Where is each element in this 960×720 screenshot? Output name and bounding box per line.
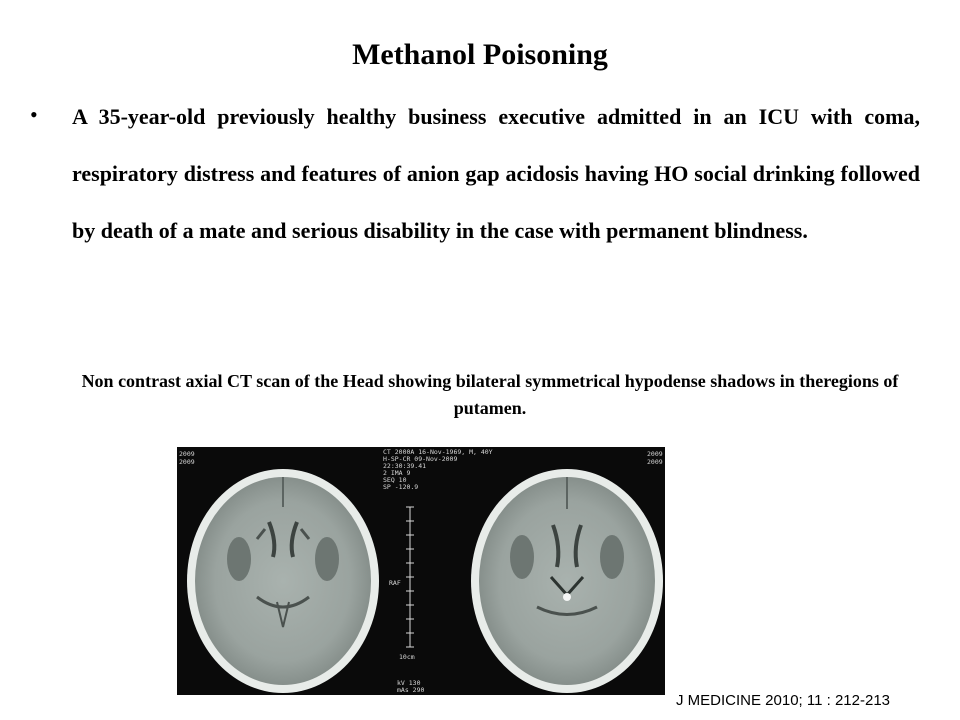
- image-caption: Non contrast axial CT scan of the Head showing bilateral symmetrical hypodense shadows in theregions of putamen.: [81, 371, 899, 418]
- ct-footer-line-1: kV 130: [397, 679, 421, 687]
- ct-header-line-1: CT 2000A 16-Nov-1969, M, 40Y: [383, 448, 493, 456]
- ct-label-right-2: 2009: [647, 458, 663, 466]
- ct-header-line-5: SEQ 10: [383, 476, 407, 484]
- ct-scale-label: 10cm: [399, 653, 415, 661]
- ct-scan-image: [177, 447, 665, 695]
- ct-label-right-1: 2009: [647, 450, 663, 458]
- ct-header-line-4: 2 IMA 9: [383, 469, 411, 477]
- ct-label-top-left-2: 2009: [179, 458, 195, 466]
- ct-header-line-3: 22:30:39.41: [383, 462, 427, 470]
- ct-label-top-left-1: 2009: [179, 450, 195, 458]
- slide-title: Methanol Poisoning: [352, 38, 608, 71]
- ct-footer-line-2: mAs 290: [397, 686, 425, 694]
- ct-side-label: RAF: [389, 579, 401, 587]
- left-slice: [187, 469, 379, 693]
- journal-citation: J MEDICINE 2010; 11 : 212-213: [676, 692, 890, 709]
- bullet-marker: •: [30, 102, 38, 127]
- ct-header-line-2: H-SP-CR 09-Nov-2009: [383, 455, 458, 463]
- case-description: A 35-year-old previously healthy business executive admitted in an ICU with coma, respiratory distress and features of anion gap acidosis having HO social drinking followed by death of a mate and serious disability in the case with permanent blindness.: [72, 104, 920, 243]
- right-slice: [471, 469, 663, 693]
- ct-header-line-6: SP -120.9: [383, 483, 419, 491]
